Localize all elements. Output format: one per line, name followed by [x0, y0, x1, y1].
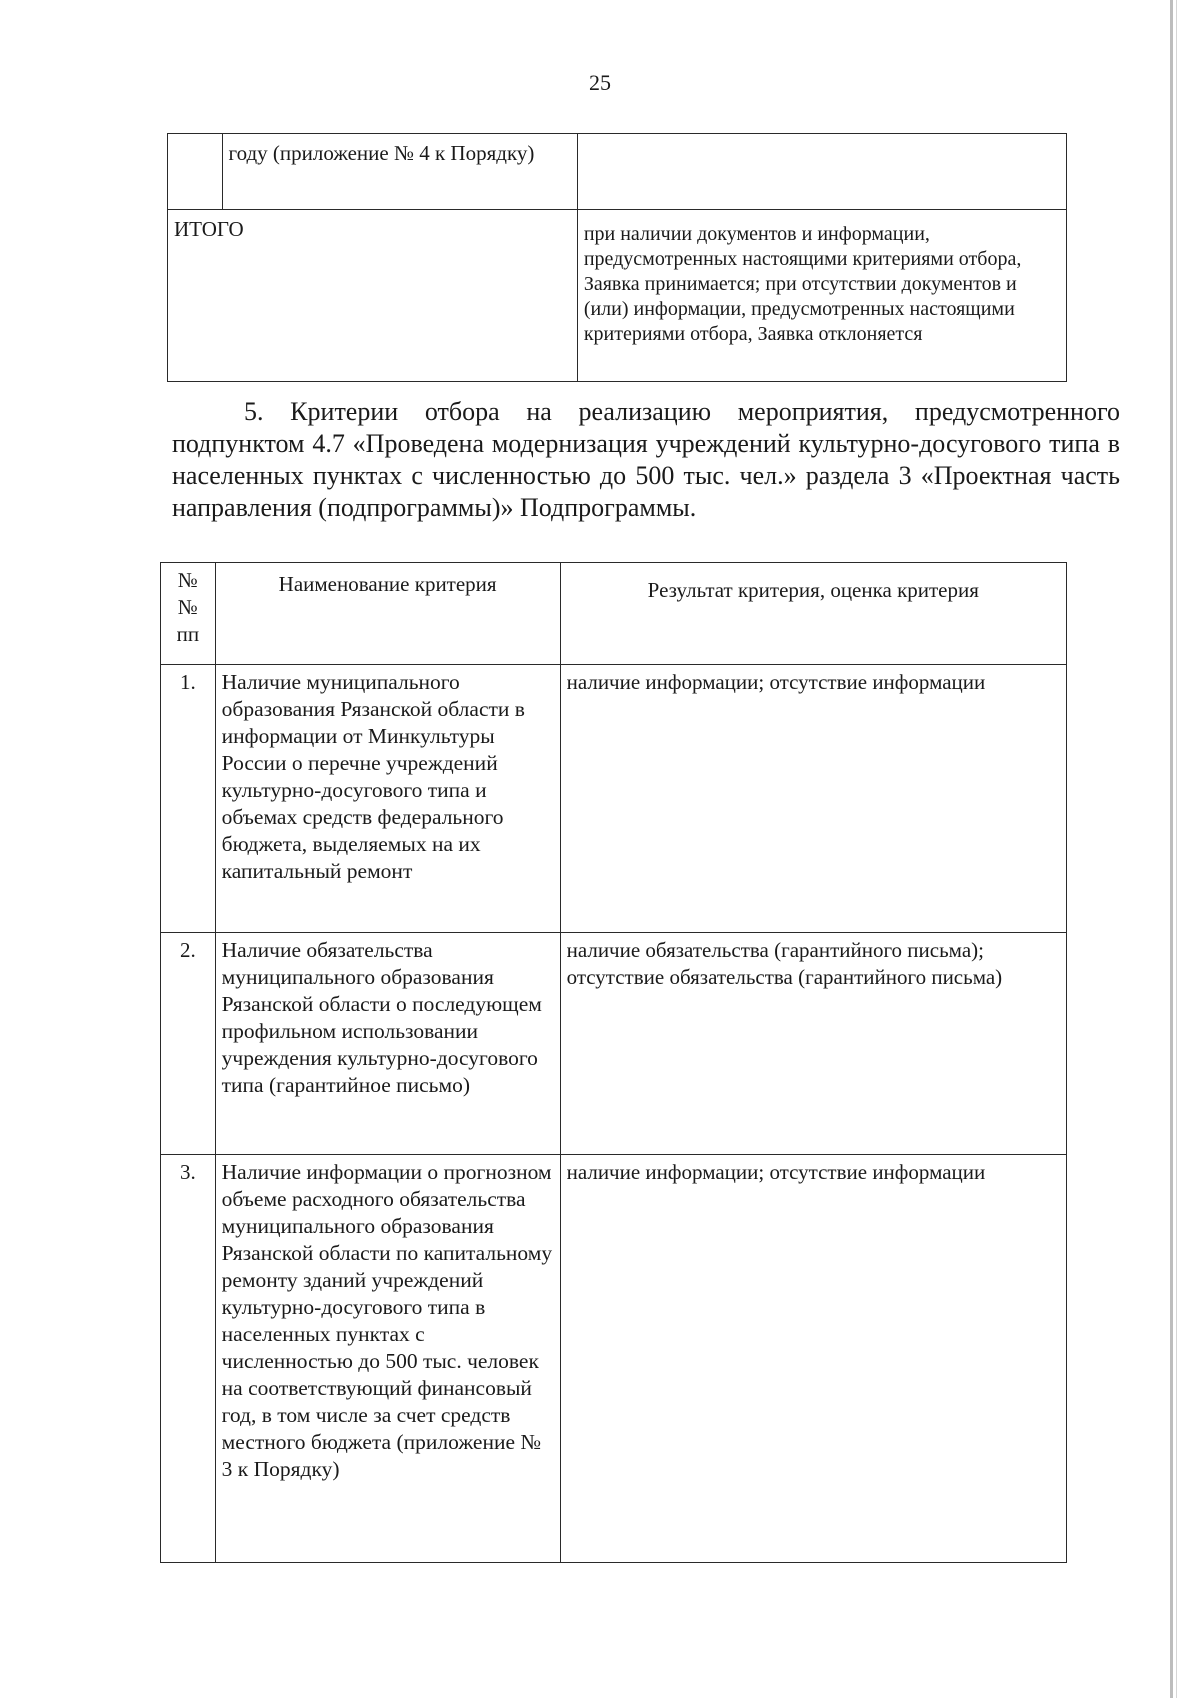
top-criteria-table: [167, 133, 1067, 382]
total-result: при наличии документов и информации, предусмотренных настоящими критериями отбора, Заявка принимается; при отсутствии документов и (или) информации, предусмотренных настоящими критериями отбора, Заявка отклоняется: [577, 210, 1066, 382]
scan-edge-line-2: [1176, 0, 1177, 1698]
header-name: Наименование критерия: [215, 563, 560, 665]
table-row: [161, 1155, 1067, 1563]
row-name: Наличие информации о прогнозном объеме расходного обязательства муниципального образования Рязанской области по капитальному ремонту зданий учреждений культурно-досугового типа в населенных пунктах с численностью до 500 тыс. человек на соответствующий финансовый год, в том числе за счет средств местного бюджета (приложение № 3 к Порядку): [215, 1155, 560, 1563]
header-result: Результат критерия, оценка критерия: [560, 563, 1066, 665]
table-row: [161, 933, 1067, 1155]
row-name: Наличие обязательства муниципального образования Рязанской области о последующем профильном использовании учреждения культурно-досугового типа (гарантийное письмо): [215, 933, 560, 1155]
section-paragraph: [172, 396, 1120, 524]
table-row: [161, 665, 1067, 933]
page-number: 25: [589, 70, 611, 95]
scan-edge-line: [1170, 0, 1173, 1698]
row-num: 2.: [161, 933, 216, 1155]
table-cell-empty: [577, 134, 1066, 210]
row-name: Наличие муниципального образования Рязанской области в информации от Минкультуры России о перечне учреждений культурно-досугового типа и объемах средств федерального бюджета, выделяемых на их капитальный ремонт: [215, 665, 560, 933]
row-num: 1.: [161, 665, 216, 933]
table-row: [168, 134, 1067, 210]
row-num: 3.: [161, 1155, 216, 1563]
paragraph-text: 5. Критерии отбора на реализацию мероприятия, предусмотренного подпунктом 4.7 «Проведена модернизация учреждений культурно-досугового типа в населенных пунктах с численностью до 500 тыс. чел.» раздела 3 «Проектная часть направления (подпрограммы)» Подпрограммы.: [172, 397, 1120, 522]
criteria-table: [160, 562, 1067, 1563]
row-result: наличие обязательства (гарантийного письма); отсутствие обязательства (гарантийного письма): [560, 933, 1066, 1155]
table-cell-continuation: году (приложение № 4 к Порядку): [222, 134, 577, 210]
total-label: ИТОГО: [168, 210, 578, 382]
table-header-row: [161, 563, 1067, 665]
header-num: № № пп: [161, 563, 216, 665]
row-result: наличие информации; отсутствие информации: [560, 1155, 1066, 1563]
table-cell-empty: [168, 134, 223, 210]
table-row: [168, 210, 1067, 382]
row-result: наличие информации; отсутствие информации: [560, 665, 1066, 933]
